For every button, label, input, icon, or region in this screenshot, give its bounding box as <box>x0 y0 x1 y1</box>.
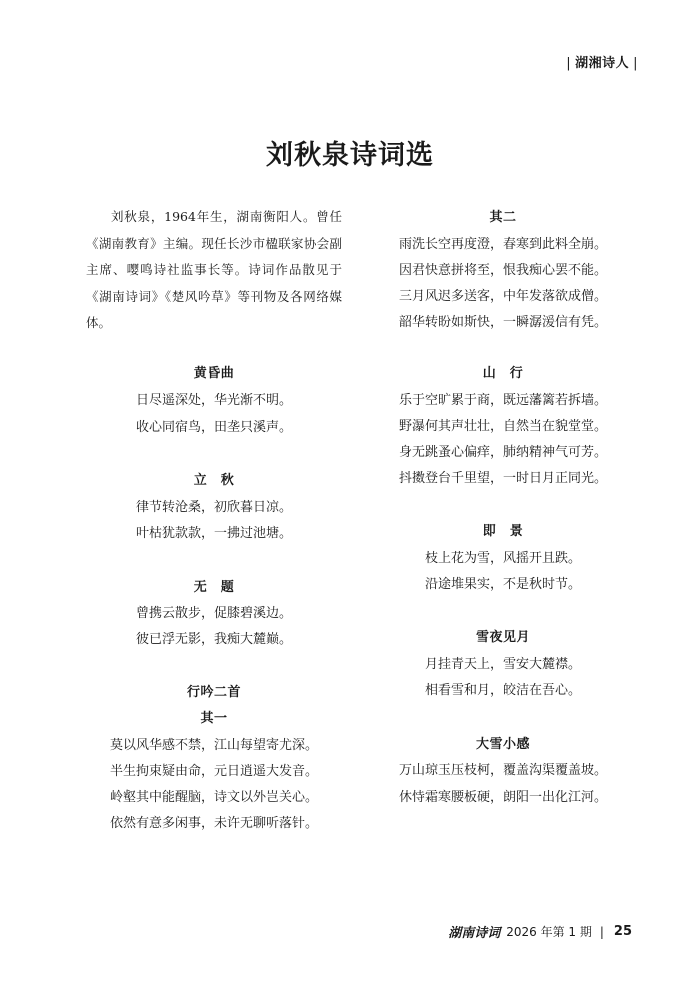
page-footer <box>448 922 632 941</box>
poem-line: 雨洗长空再度澄，春寒到此料全崩。 <box>398 237 607 252</box>
article-title: 刘秋泉诗词选 <box>266 140 434 171</box>
poem-title: 立 秋 <box>193 473 235 488</box>
poem-line: 乐于空旷累于商，既远藩篱若拆墙。 <box>398 393 607 408</box>
poem-line: 休恃霜寒腰板硬，朗阳一出化江河。 <box>398 790 607 805</box>
poem-line: 叶枯犹款款，一拂过池塘。 <box>135 526 292 541</box>
page-number: 25 <box>613 924 632 939</box>
poem-line: 莫以风华感不禁，江山每望寄尤深。 <box>109 738 318 753</box>
poem-line: 韶华转盼如斯快，一瞬潺湲信有凭。 <box>398 315 607 330</box>
poem-line: 野瀑何其声壮壮，自然当在貌堂堂。 <box>398 419 607 434</box>
poem-title: 行吟二首 <box>186 685 241 700</box>
poem-line: 曾携云散步，促膝碧溪边。 <box>135 606 292 621</box>
poem-line: 岭壑其中能醒脑，诗文以外岂关心。 <box>109 790 318 805</box>
poem-line: 彼已浮无影，我痴大麓巅。 <box>135 632 292 647</box>
section-label-text: 湖湘诗人 <box>575 56 630 71</box>
poem-line: 万山琼玉压枝柯，覆盖沟渠覆盖坡。 <box>398 763 607 778</box>
poem-subtitle: 其一 <box>200 711 228 726</box>
poem-title: 大雪小感 <box>475 737 530 752</box>
poem-line: 因君快意拼将至，恨我痴心罢不能。 <box>398 263 607 278</box>
poem-title: 山 行 <box>482 366 524 381</box>
magazine-name: 湖南诗词 <box>448 926 501 941</box>
poem-title: 雪夜见月 <box>475 630 530 645</box>
poem-line: 律节转沧桑，初欣暮日凉。 <box>135 500 292 515</box>
author-bio-text: 刘秋泉，1964年生，湖南衡阳人。曾任《湖南教育》主编。现任长沙市楹联家协会副主席、嘤鸣诗社监事长等。诗词作品散见于《湖南诗词》《楚风吟草》等刊物及各网络媒体。 <box>86 209 342 330</box>
poem-line: 月挂青天上，雪安大麓襟。 <box>424 657 581 672</box>
poem-subtitle: 其二 <box>489 210 517 225</box>
poem-line: 三月风迟多送客，中年发落欲成僧。 <box>398 289 607 304</box>
poem-title: 黄昏曲 <box>193 366 235 381</box>
poem-line: 日尽遥深处，华光渐不明。 <box>135 393 292 408</box>
poem-line: 抖擞登台千里望，一时日月正同光。 <box>398 471 607 486</box>
poem-line: 收心同宿鸟，田垄只溪声。 <box>135 420 292 435</box>
poem-title: 无 题 <box>193 580 235 595</box>
issue-label: 2026 年第 1 期 <box>506 925 592 939</box>
poem-line: 枝上花为雪，风摇开且跌。 <box>424 551 581 566</box>
poem-line: 依然有意多闲事，未许无聊听落针。 <box>109 816 318 831</box>
footer-divider: | <box>599 924 604 939</box>
poem-title: 即 景 <box>482 524 524 539</box>
poem-line: 半生拘束疑由命，元日逍遥大发音。 <box>109 764 318 779</box>
poem-line: 沿途堆果实，不是秋时节。 <box>424 577 581 592</box>
poem-line: 相看雪和月，皎洁在吾心。 <box>424 683 581 698</box>
section-label: | 湖湘诗人 | <box>566 56 638 71</box>
author-bio <box>86 204 342 337</box>
poem-line: 身无跳蚤心偏痒，肺纳精神气可芳。 <box>398 445 607 460</box>
